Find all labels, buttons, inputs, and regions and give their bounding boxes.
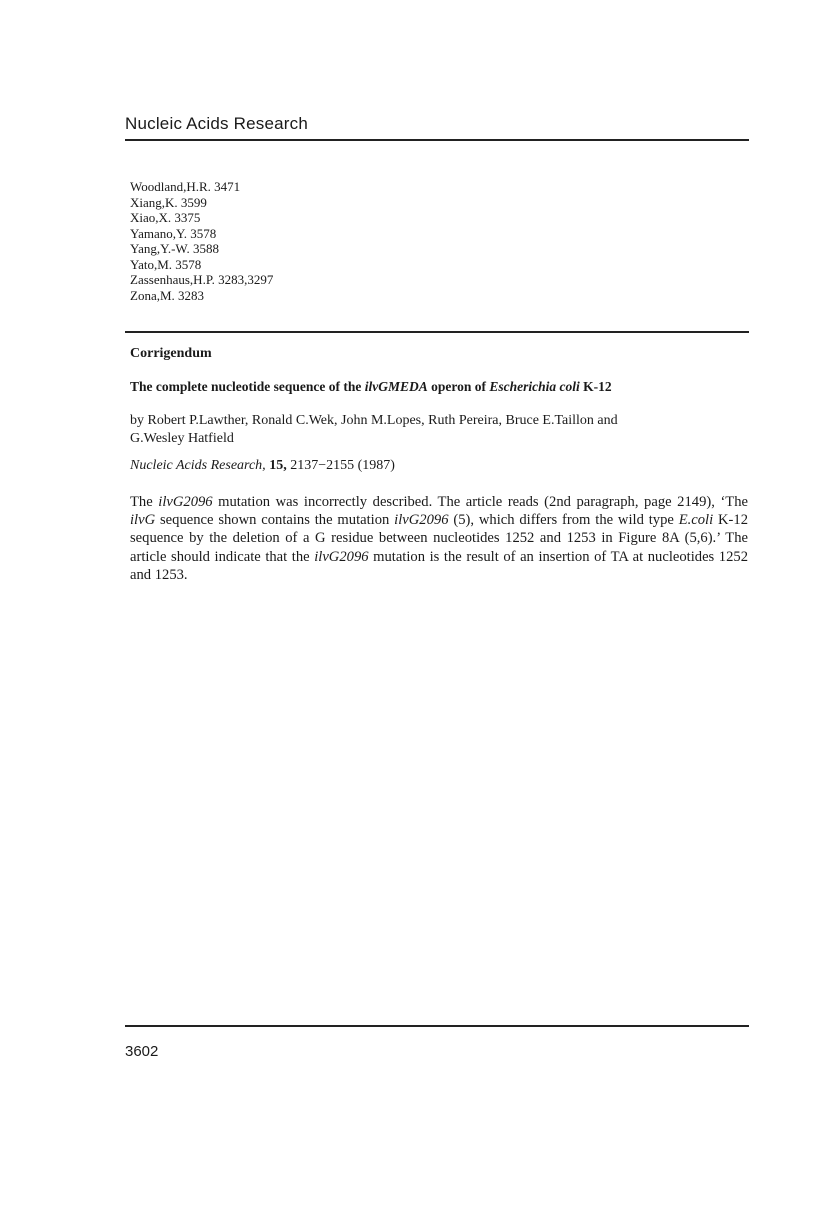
citation bbox=[130, 458, 395, 474]
page-number: 3602 bbox=[125, 1043, 159, 1060]
citation-journal: Nucleic Acids Research, bbox=[130, 458, 266, 473]
author-index-entry: Xiang,K. 3599 bbox=[130, 194, 207, 210]
citation-pages: 2137−2155 (1987) bbox=[286, 458, 395, 473]
author-index-entry: Yang,Y.-W. 3588 bbox=[130, 241, 219, 256]
section-title: Corrigendum bbox=[130, 346, 212, 361]
byline: by Robert P.Lawther, Ronald C.Wek, John M.Lopes, Ruth Pereira, Bruce E.Taillon and G.Wesley Hatfield bbox=[130, 413, 618, 446]
author-index-entry: Zassenhaus,H.P. 3283,3297 bbox=[130, 272, 274, 287]
section-divider bbox=[125, 331, 749, 333]
author-index-entry: Zona,M. 3283 bbox=[130, 287, 205, 303]
author-index-entry: Woodland,H.R. 3471 bbox=[130, 179, 241, 194]
citation-volume: 15, bbox=[269, 458, 287, 473]
author-index-entry: Xiao,X. 3375 bbox=[130, 210, 201, 225]
footer-rule bbox=[125, 1025, 749, 1027]
gene-name: ilvGMEDA bbox=[364, 379, 428, 394]
organism-name: Escherichia coli bbox=[489, 379, 580, 394]
author-index-entry: Yato,M. 3578 bbox=[130, 256, 202, 272]
header-rule bbox=[125, 139, 749, 141]
journal-header: Nucleic Acids Research bbox=[125, 114, 308, 133]
author-index-entry: Yamano,Y. 3578 bbox=[130, 225, 217, 241]
article-title: The complete nucleotide sequence of the ilvGMEDA operon of Escherichia coli K-12 bbox=[130, 379, 612, 394]
corrigendum-body: The ilvG2096 mutation was incorrectly described. The article reads (2nd paragraph, page 2149), ‘The ilvG sequence shown contains the mutation ilvG2096 (5), which differs from the wild type E.coli K-12 sequence by the deletion of a G residue between nucleotides 1252 and 1253 in Figure 8A (5,6).’ The article should indicate that the ilvG2096 mutation is the result of an insertion of TA at nucleotides 1252 and 1253. bbox=[130, 494, 748, 583]
author-index bbox=[130, 179, 273, 303]
